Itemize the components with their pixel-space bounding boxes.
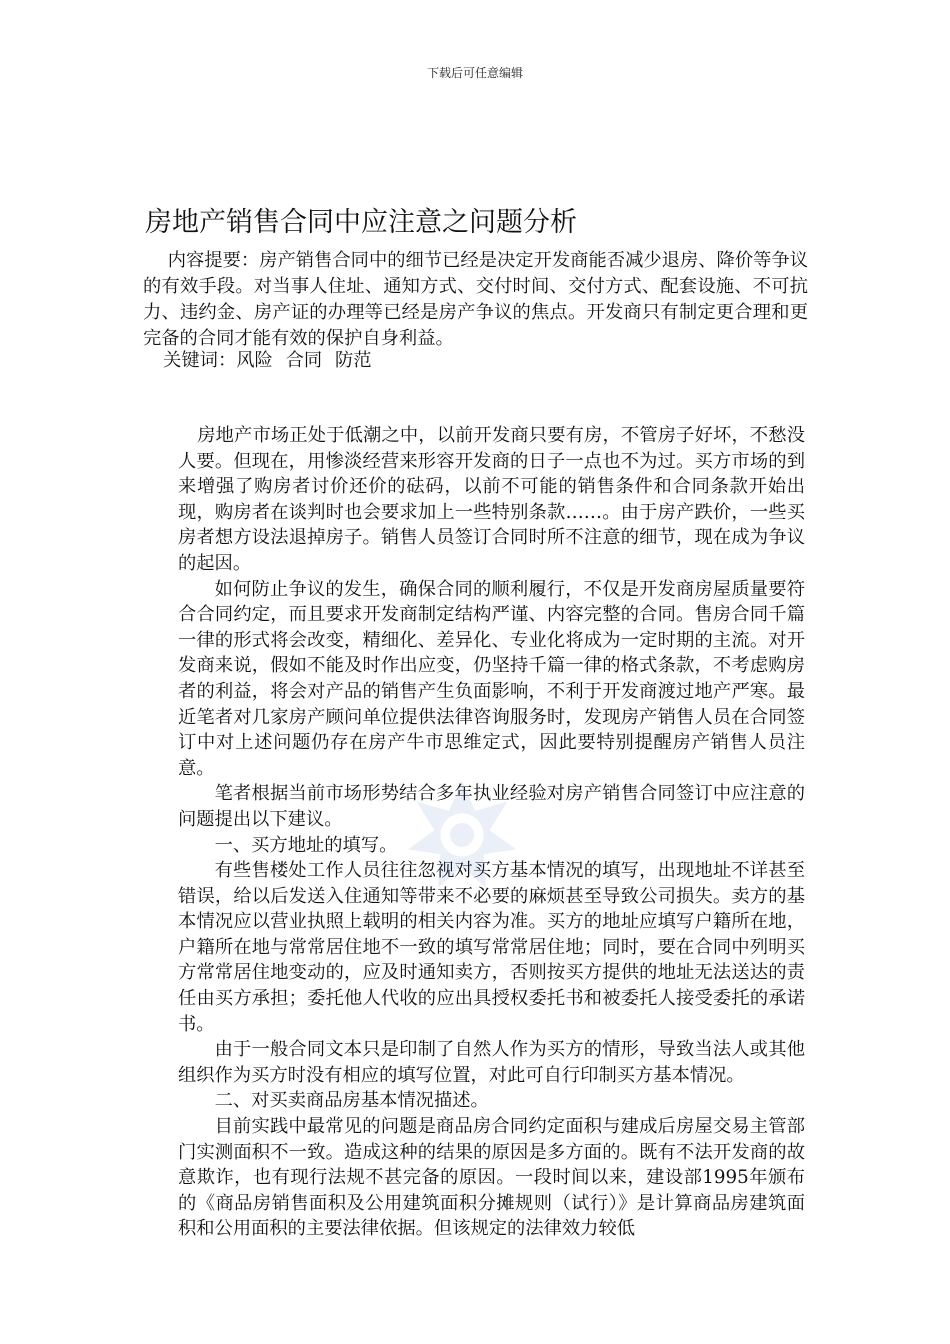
document-title: 房地产销售合同中应注意之问题分析 — [145, 207, 577, 238]
keywords-line — [143, 348, 808, 374]
keyword-item: 风险 — [236, 350, 273, 371]
abstract-text: 内容提要：房产销售合同中的细节已经是决定开发商能否减少退房、降价等争议的有效手段。对当事人住址、通知方式、交付时间、交付方式、配套设施、不可抗力、违约金、房产证的办理等已经是房产争议的焦点。开发商只有制定更合理和更完备的合同才能有效的保护自身利益。 — [143, 250, 808, 349]
keyword-item: 合同 — [285, 350, 323, 371]
body-paragraph: 房地产市场正处于低潮之中，以前开发商只要有房，不管房子好坏，不愁没人要。但现在，用惨淡经营来形容开发商的日子一点也不为过。买方市场的到来增强了购房者讨价还价的砝码，以前不可能的销售条件和合同条款开始出现，购房者在谈判时也会要求加上一些特别条款……。由于房产跌价，一些买房者想方设法退掉房子。销售人员签订合同时所不注意的细节，现在成为争议的起因。 — [178, 425, 805, 574]
abstract-section — [143, 248, 808, 352]
section-heading: 一、买方地址的填写。 — [214, 834, 398, 856]
body-paragraph: 有些售楼处工作人员往往忽视对买方基本情况的填写，出现地址不详甚至错误，给以后发送入住通知等带来不必要的麻烦甚至导致公司损失。卖方的基本情况应以营业执照上载明的相关内容为准。买方的地址应填写户籍所在地，户籍所在地与常常居住地不一致的填写常常居住地；同时，要在合同中列明买方常常居住地变动的，应及时通知卖方，否则按买方提供的地址无法送达的责任由买方承担；委托他人代收的应出具授权委托书和被委托人接受委托的承诺书。 — [178, 860, 805, 1035]
section-heading: 二、对买卖商品房基本情况描述。 — [214, 1090, 489, 1112]
keyword-item: 防范 — [334, 350, 372, 371]
body-paragraph: 由于一般合同文本只是印制了自然人作为买方的情形，导致当法人或其他组织作为买方时没有相应的填写位置，对此可自行印制买方基本情况。 — [178, 1039, 805, 1086]
body-paragraph: 目前实践中最常见的问题是商品房合同约定面积与建成后房屋交易主管部门实测面积不一致。造成这种的结果的原因是多方面的。既有不法开发商的故意欺诈，也有现行法规不甚完备的原因。一段时间以来，建设部1995年颁布的《商品房销售面积及公用建筑面积分摊规则（试行）》是计算商品房建筑面积和公用面积的主要法律依据。但该规定的法律效力较低 — [178, 1116, 805, 1240]
body-paragraph: 笔者根据当前市场形势结合多年执业经验对房产销售合同签订中应注意的问题提出以下建议。 — [178, 783, 805, 830]
keywords-label: 关键词： — [163, 350, 237, 371]
header-note: 下载后可任意编辑 — [426, 66, 523, 80]
watermark-emblem-icon — [402, 775, 522, 895]
body-paragraph: 如何防止争议的发生，确保合同的顺利履行，不仅是开发商房屋质量要符合合同约定，而且要求开发商制定结构严谨、内容完整的合同。售房合同千篇一律的形式将会改变，精细化、差异化、专业化将成为一定时期的主流。对开发商来说，假如不能及时作出应变，仍坚持千篇一律的格式条款，不考虑购房者的利益，将会对产品的销售产生负面影响，不利于开发商渡过地产严寒。最近笔者对几家房产顾问单位提供法律咨询服务时，发现房产销售人员在合同签订中对上述问题仍存在房产牛市思维定式，因此要特别提醒房产销售人员注意。 — [178, 578, 805, 779]
